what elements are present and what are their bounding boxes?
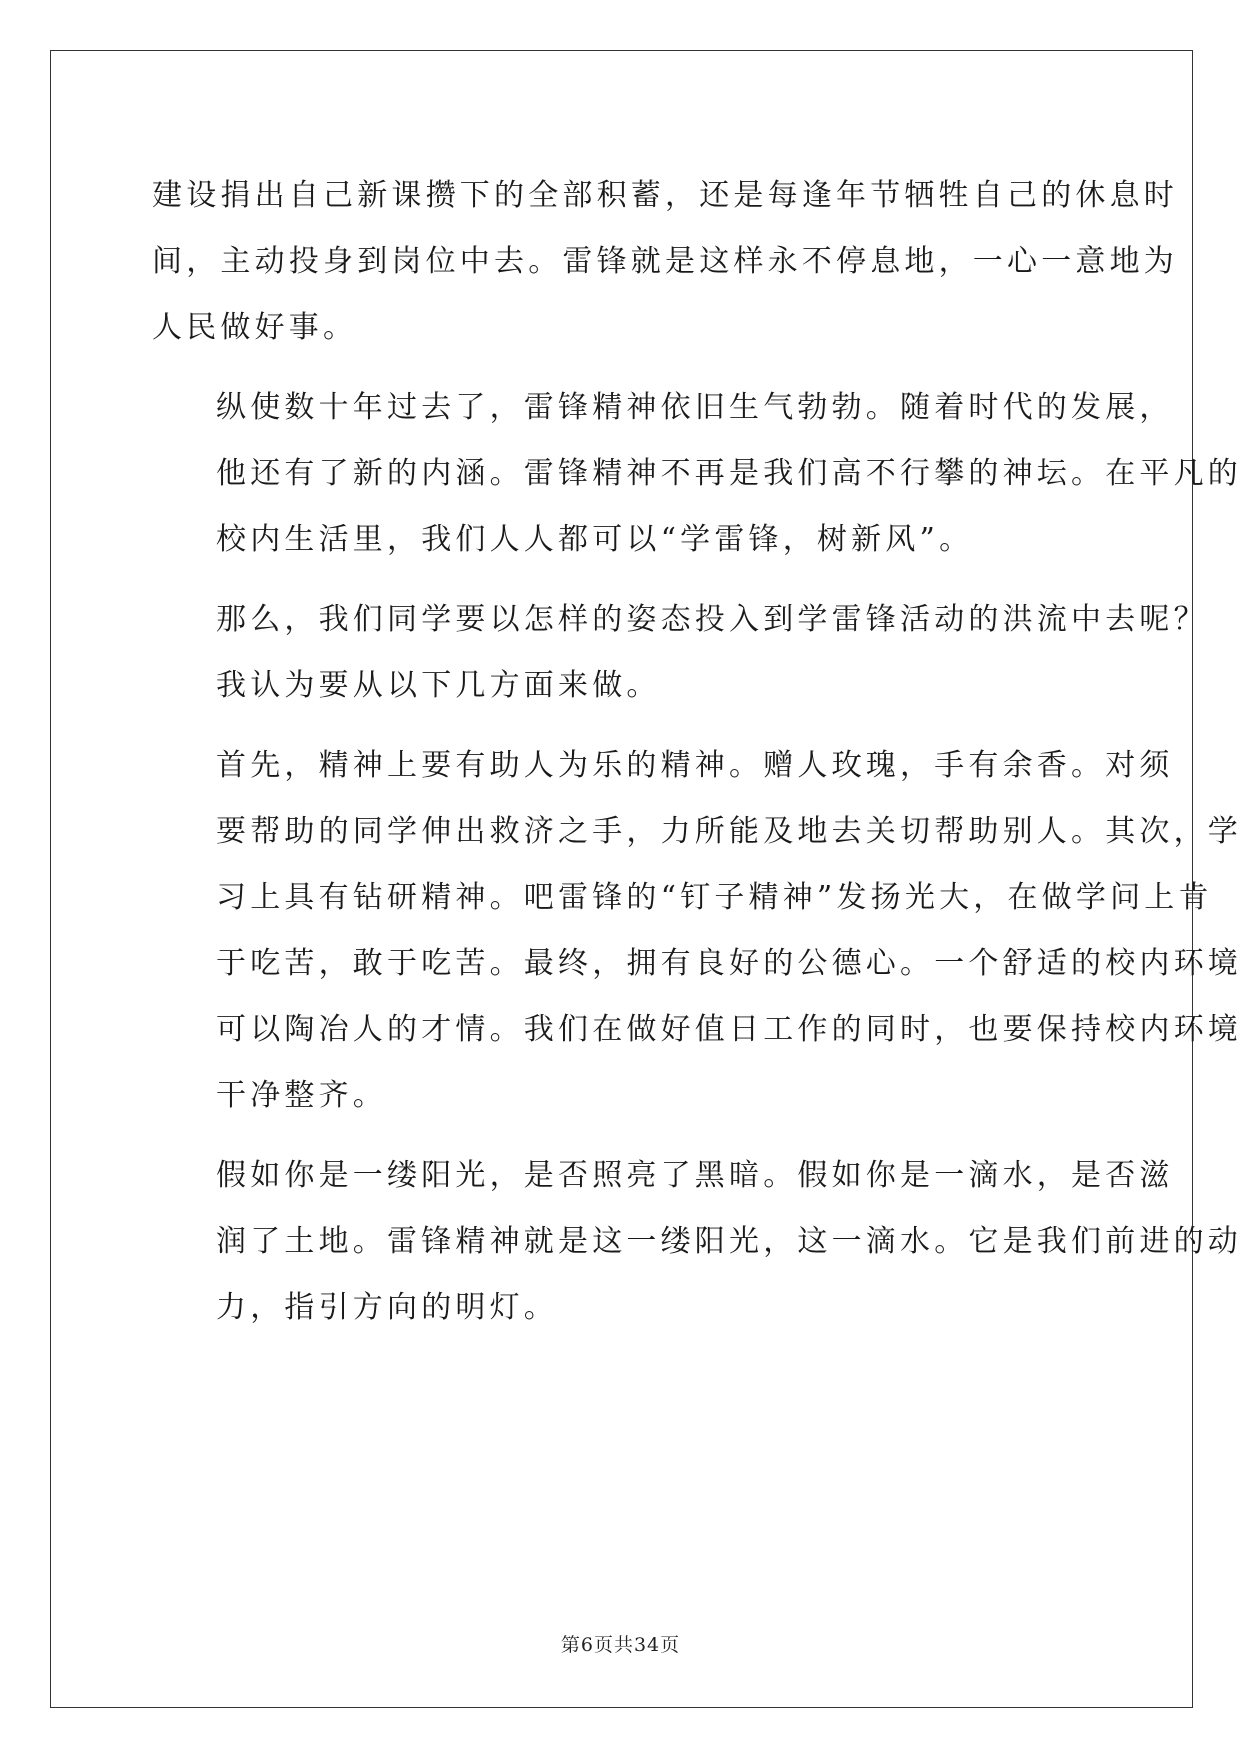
text-line: 要帮助的同学伸出救济之手，力所能及地去关切帮助别人。其次，学 bbox=[216, 814, 1242, 849]
paragraph bbox=[152, 375, 1242, 573]
text-line: 他还有了新的内涵。雷锋精神不再是我们高不行攀的神坛。在平凡的 bbox=[216, 456, 1242, 491]
text-line: 人民做好事。 bbox=[152, 310, 358, 345]
text-line: 校内生活里，我们人人都可以“学雷锋，树新风”。 bbox=[216, 522, 974, 557]
text-line: 习上具有钻研精神。吧雷锋的“钉子精神”发扬光大，在做学问上肯 bbox=[216, 880, 1213, 915]
text-line: 假如你是一缕阳光，是否照亮了黑暗。假如你是一滴水，是否滋 bbox=[216, 1158, 1174, 1193]
paragraph bbox=[152, 1143, 1242, 1341]
page-footer bbox=[0, 1630, 1241, 1657]
text-line: 首先，精神上要有助人为乐的精神。赠人玫瑰，手有余香。对须 bbox=[216, 748, 1174, 783]
document-body bbox=[152, 163, 1242, 1355]
text-line: 纵使数十年过去了，雷锋精神依旧生气勃勃。随着时代的发展， bbox=[216, 390, 1174, 425]
text-line: 可以陶冶人的才情。我们在做好值日工作的同时，也要保持校内环境 bbox=[216, 1012, 1242, 1047]
text-line: 间，主动投身到岗位中去。雷锋就是这样永不停息地，一心一意地为 bbox=[152, 244, 1178, 279]
text-line: 于吃苦，敢于吃苦。最终，拥有良好的公德心。一个舒适的校内环境 bbox=[216, 946, 1242, 981]
paragraph bbox=[152, 587, 1208, 719]
text-line: 建设捐出自己新课攒下的全部积蓄，还是每逢年节牺牲自己的休息时 bbox=[152, 178, 1178, 213]
paragraph bbox=[152, 733, 1242, 1129]
paragraph bbox=[152, 163, 1178, 361]
text-line: 润了土地。雷锋精神就是这一缕阳光，这一滴水。它是我们前进的动 bbox=[216, 1224, 1242, 1259]
text-line: 我认为要从以下几方面来做。 bbox=[216, 668, 661, 703]
text-line: 力，指引方向的明灯。 bbox=[216, 1290, 558, 1325]
total-pages: 共34页 bbox=[613, 1634, 681, 1656]
text-line: 那么，我们同学要以怎样的姿态投入到学雷锋活动的洪流中去呢？ bbox=[216, 602, 1208, 637]
page-number: 第6页 bbox=[560, 1634, 614, 1656]
text-line: 干净整齐。 bbox=[216, 1078, 387, 1113]
